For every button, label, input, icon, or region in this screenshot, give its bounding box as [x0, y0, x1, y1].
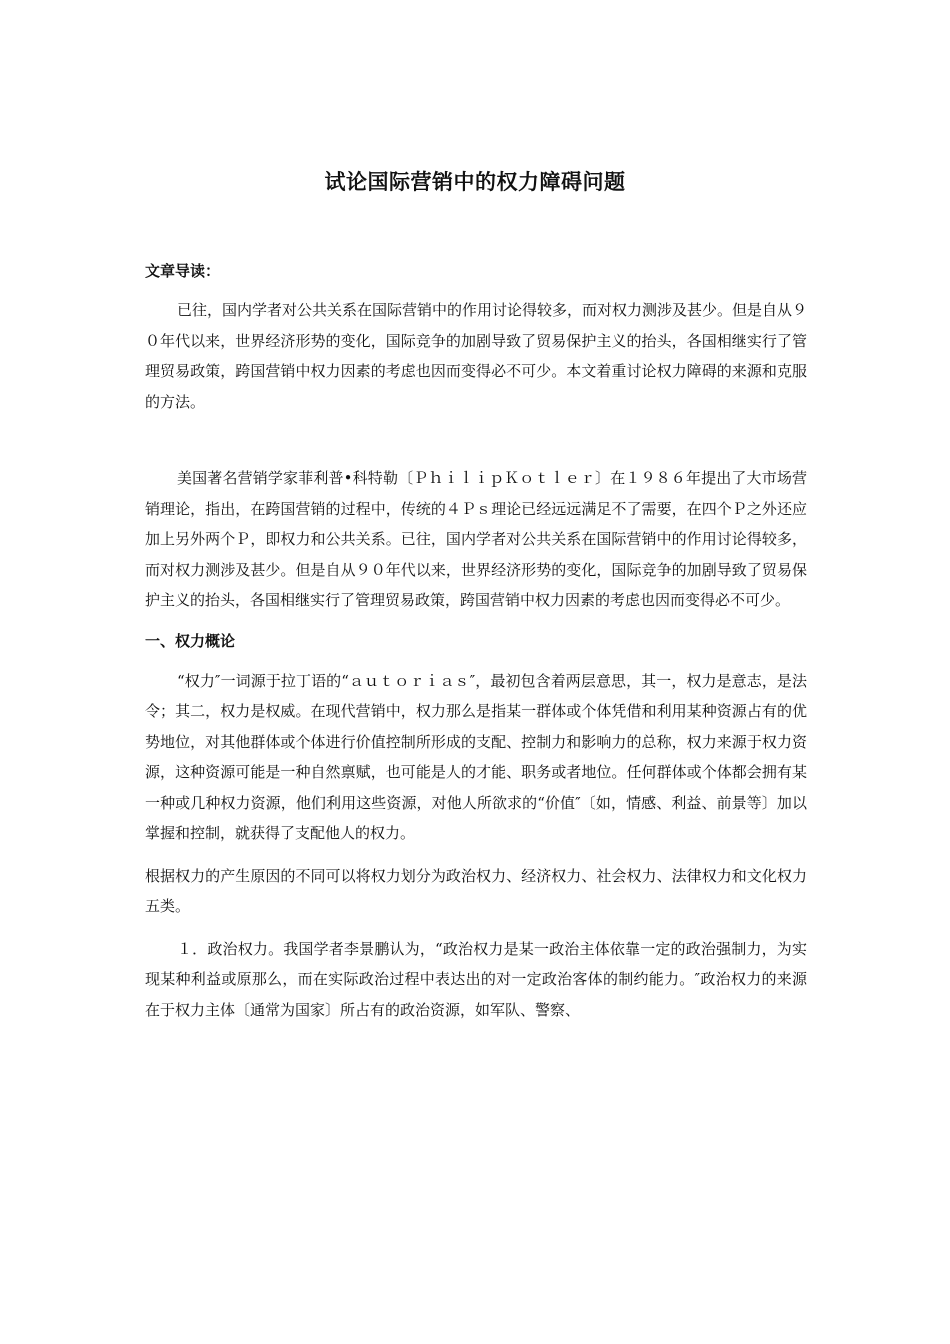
political-power-paragraph: １．政治权力。我国学者李景鹏认为，“政治权力是某一政治主体依靠一定的政治强制力，为实现某种利益或原那么，而在实际政治过程中表达出的对一定政治客体的制约能力。″政治权力的来源在于权力主体〔通常为国家〕所占有的政治资源，如军队、警察、 [145, 939, 807, 1019]
power-concept-paragraph: “权力″一词源于拉丁语的“ａｕｔｏｒｉａｓ″，最初包含着两层意思，其一，权力是意志，是法令；其二，权力是权威。在现代营销中，权力那么是指某一群体或个体凭借和利用某种资源占有的优势地位，对其他群体或个体进行价值控制所形成的支配、控制力和影响力的总称，权力来源于权力资源，这种资源可能是一种自然禀赋，也可能是人的才能、职务或者地位。任何群体或个体都会拥有某一种或几种权力资源，他们利用这些资源，对他人所欲求的“价值″〔如，情感、利益、前景等〕加以掌握和控制，就获得了支配他人的权力。 [145, 671, 807, 842]
kotler-paragraph: 美国著名营销学家菲利普•科特勒〔ＰｈｉｌｉｐＫｏｔｌｅｒ〕在１９８６年提出了大市场营销理论，指出，在跨国营销的过程中，传统的４Ｐｓ理论已经远远满足不了需要，在四个Ｐ之外还应加上另外两个Ｐ，即权力和公共关系。已往，国内学者对公共关系在国际营销中的作用讨论得较多，而对权力测涉及甚少。但是自从９０年代以来，世界经济形势的变化，国际竞争的加剧导致了贸易保护主义的抬头，各国相继实行了管理贸易政策，跨国营销中权力因素的考虑也因而变得必不可少。 [145, 469, 807, 609]
section-1-heading: 一、权力概论 [145, 631, 236, 650]
power-types-paragraph: 根据权力的产生原因的不同可以将权力划分为政治权力、经济权力、社会权力、法律权力和文化权力五类。 [145, 866, 807, 915]
document-body [145, 256, 807, 1025]
intro-heading: 文章导读： [145, 262, 221, 280]
intro-paragraph: 已往，国内学者对公共关系在国际营销中的作用讨论得较多，而对权力测涉及甚少。但是自从９０年代以来，世界经济形势的变化，国际竞争的加剧导致了贸易保护主义的抬头，各国相继实行了管理贸易政策，跨国营销中权力因素的考虑也因而变得必不可少。本文着重讨论权力障碍的来源和克服的方法。 [145, 301, 808, 411]
document-title: 试论国际营销中的权力障碍问题 [324, 170, 626, 194]
